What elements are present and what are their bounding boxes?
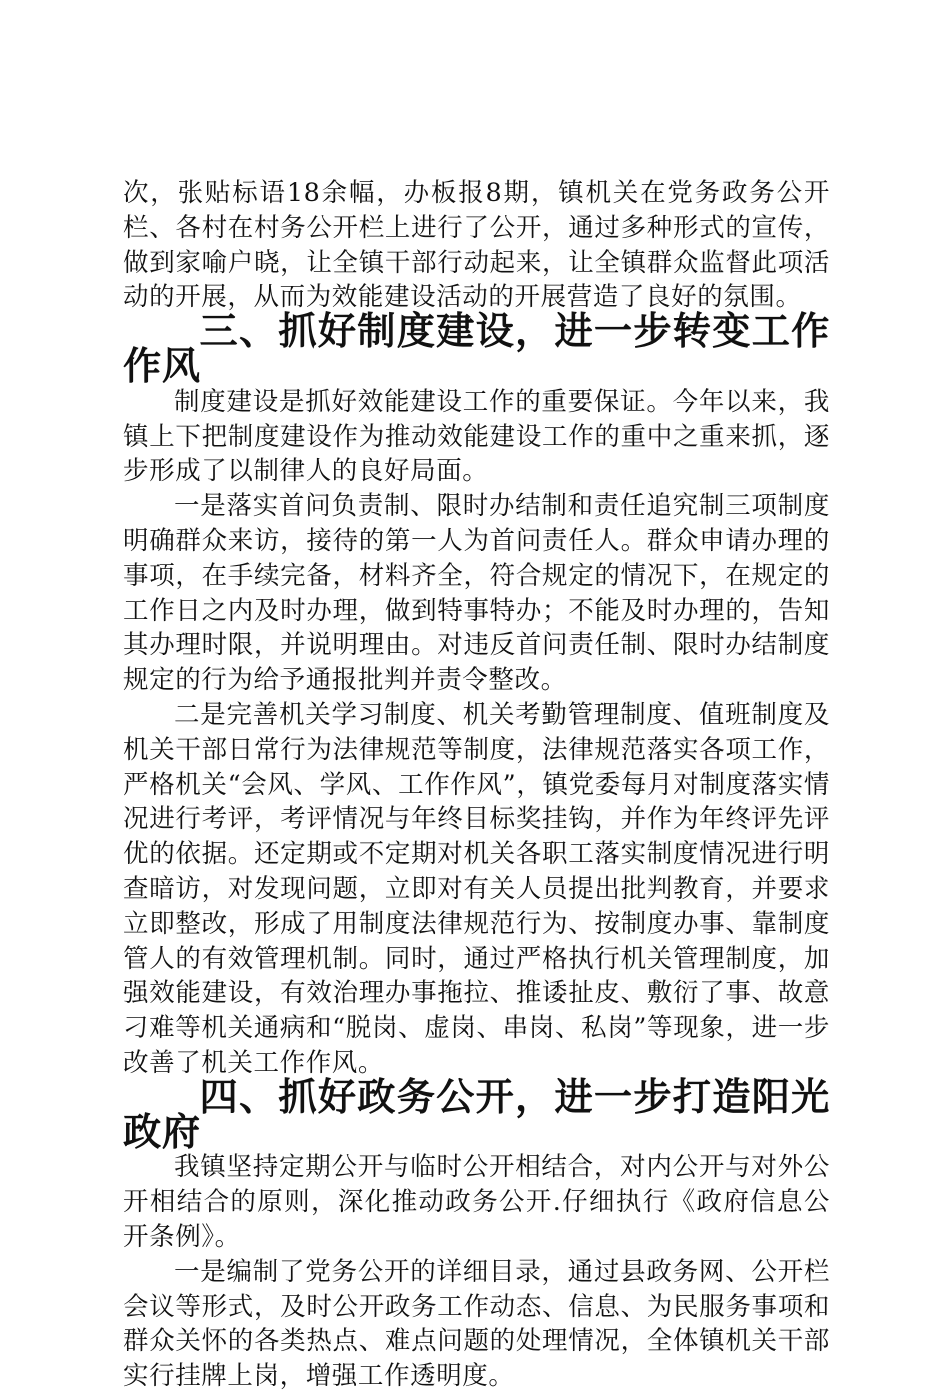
paragraph-openness-catalogue: 一是编制了党务公开的详细目录，通过县政务网、公开栏会议等形式，及时公开政务工作动态、信息、为民服务事项和群众关怀的各类热点、难点问题的处理情况，全体镇机关干部实行挂牌上岗，增强工作透明度。: [123, 1256, 830, 1392]
paragraph-first-responsibility-system: 一是落实首问负责制、限时办结制和责任追究制三项制度明确群众来访，接待的第一人为首问责任人。群众申请办理的事项，在手续完备，材料齐全，符合规定的情况下，在规定的工作日之内及时办理，做到特事特办；不能及时办理的，告知其办理时限，并说明理由。对违反首问责任制、限时办结制度规定的行为给予通报批判并责令整改。: [123, 491, 830, 696]
paragraph-office-rules-improvement: 二是完善机关学习制度、机关考勤管理制度、值班制度及机关干部日常行为法律规范等制度，法律规范落实各项工作，严格机关“会风、学风、工作作风”，镇党委每月对制度落实情况进行考评，考评情况与年终目标奖挂钩，并作为年终评先评优的依据。还定期或不定期对机关各职工落实制度情况进行明查暗访，对发现问题，立即对有关人员提出批判教育，并要求立即整改，形成了用制度法律规范行为、按制度办事、靠制度管人的有效管理机制。同时，通过严格执行机关管理制度，加强效能建设，有效治理办事拖拉、推诿扯皮、敷衍了事、故意刁难等机关通病和“脱岗、虚岗、串岗、私岗”等现象，进一步改善了机关工作作风。: [123, 699, 830, 1078]
document-page: [123, 176, 830, 1394]
paragraph-openness-principles: 我镇坚持定期公开与临时公开相结合，对内公开与对外公开相结合的原则，深化推动政务公开.仔细执行《政府信息公开条例》。: [123, 1152, 830, 1252]
paragraph-publicity-summary: 次，张贴标语18余幅，办板报8期，镇机关在党务政务公开栏、各村在村务公开栏上进行了公开，通过多种形式的宣传，做到家喻户晓，让全镇干部行动起来，让全镇群众监督此项活动的开展，从而为效能建设活动的开展营造了良好的氛围。: [123, 178, 830, 313]
paragraph-system-building-intro: 制度建设是抓好效能建设工作的重要保证。今年以来，我镇上下把制度建设作为推动效能建设工作的重中之重来抓，逐步形成了以制律人的良好局面。: [123, 386, 830, 487]
section-heading-system-building: 三、抓好制度建设，进一步转变工作作风: [123, 309, 830, 389]
section-heading-government-affairs-openness: 四、抓好政务公开，进一步打造阳光政府: [123, 1074, 830, 1155]
